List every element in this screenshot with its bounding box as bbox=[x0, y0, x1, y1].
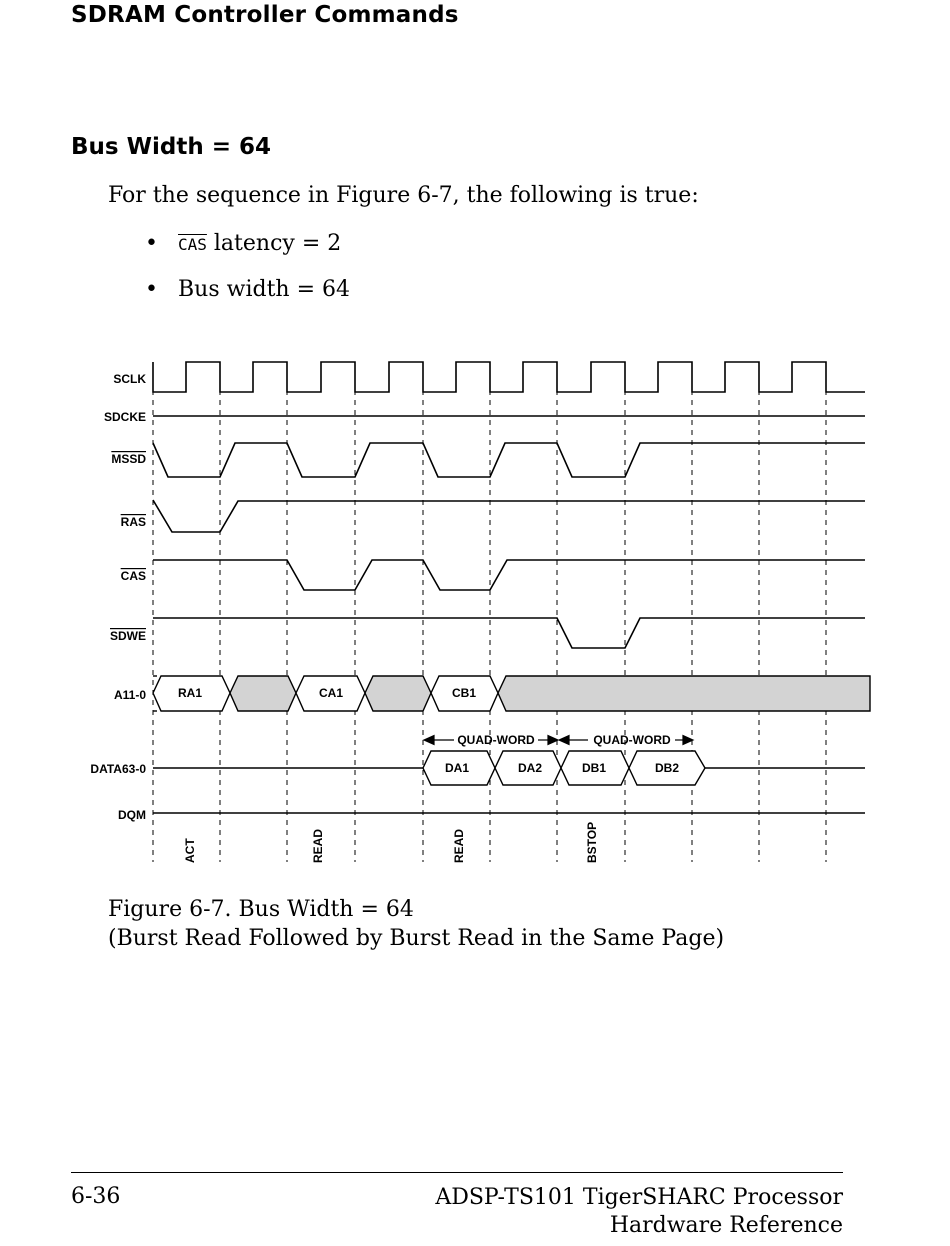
quad-word-label: QUAD-WORD bbox=[593, 733, 671, 747]
caption-line-2: (Burst Read Followed by Burst Read in the Same Page) bbox=[108, 926, 725, 951]
bullet-icon: • bbox=[145, 277, 158, 302]
data-value-label: DB1 bbox=[581, 761, 607, 775]
document-reference bbox=[435, 1184, 843, 1240]
sclk-waveform bbox=[153, 362, 865, 392]
command-label-read: READ bbox=[452, 828, 466, 863]
clock-edge-guides bbox=[153, 390, 826, 862]
signal-label-address: A11-0 bbox=[113, 688, 146, 702]
address-value-label: RA1 bbox=[177, 686, 203, 700]
signal-label-data: DATA63-0 bbox=[90, 762, 146, 776]
signal-label-ras: RAS bbox=[120, 515, 146, 529]
ras-waveform bbox=[153, 500, 865, 532]
intro-paragraph: For the sequence in Figure 6-7, the following is true: bbox=[108, 183, 699, 208]
page-number: 6-36 bbox=[71, 1184, 121, 1209]
data-bus bbox=[153, 751, 865, 785]
list-item bbox=[108, 277, 350, 323]
caption-line-1: Figure 6-7. Bus Width = 64 bbox=[108, 897, 414, 922]
address-bus bbox=[153, 676, 870, 711]
bullet-text: Bus width = 64 bbox=[178, 277, 350, 302]
address-invalid-tail bbox=[498, 676, 870, 711]
signal-label-sclk: SCLK bbox=[113, 372, 146, 386]
cas-signal-name: $\overline{CAS}$ bbox=[178, 235, 207, 254]
signal-label-mssd: MSSD bbox=[111, 452, 146, 466]
data-value-label: DB2 bbox=[654, 761, 680, 775]
timing-diagram bbox=[80, 350, 880, 880]
data-value-label: DA2 bbox=[517, 761, 543, 775]
mssd-waveform bbox=[153, 443, 865, 477]
address-invalid-2 bbox=[365, 676, 431, 711]
signal-label-sdwe: SDWE bbox=[110, 629, 146, 643]
quad-word-label: QUAD-WORD bbox=[457, 733, 535, 747]
bullet-icon: • bbox=[145, 231, 158, 256]
address-value-label: CB1 bbox=[451, 686, 477, 700]
cas-waveform bbox=[153, 560, 865, 590]
command-label-act: ACT bbox=[183, 838, 197, 863]
list-item bbox=[108, 231, 350, 277]
signal-label-cas: CAS bbox=[120, 569, 146, 583]
bullet-text: latency = 2 bbox=[206, 231, 342, 256]
running-head: SDRAM Controller Commands bbox=[71, 2, 459, 28]
command-label-read: READ bbox=[311, 828, 325, 863]
footer-rule bbox=[71, 1172, 843, 1173]
address-value-label: CA1 bbox=[318, 686, 344, 700]
signal-label-sdcke: SDCKE bbox=[103, 410, 146, 424]
document-subtitle: Hardware Reference bbox=[609, 1213, 843, 1238]
signal-label-dqm: DQM bbox=[118, 808, 146, 822]
address-invalid-1 bbox=[230, 676, 296, 711]
document-title: ADSP-TS101 TigerSHARC Processor bbox=[435, 1185, 843, 1210]
bullet-list bbox=[108, 231, 350, 323]
figure-caption bbox=[108, 895, 724, 953]
section-title: Bus Width = 64 bbox=[71, 134, 271, 160]
data-value-label: DA1 bbox=[444, 761, 470, 775]
sdwe-waveform bbox=[153, 618, 865, 648]
command-label-bstop: BSTOP bbox=[585, 821, 599, 863]
